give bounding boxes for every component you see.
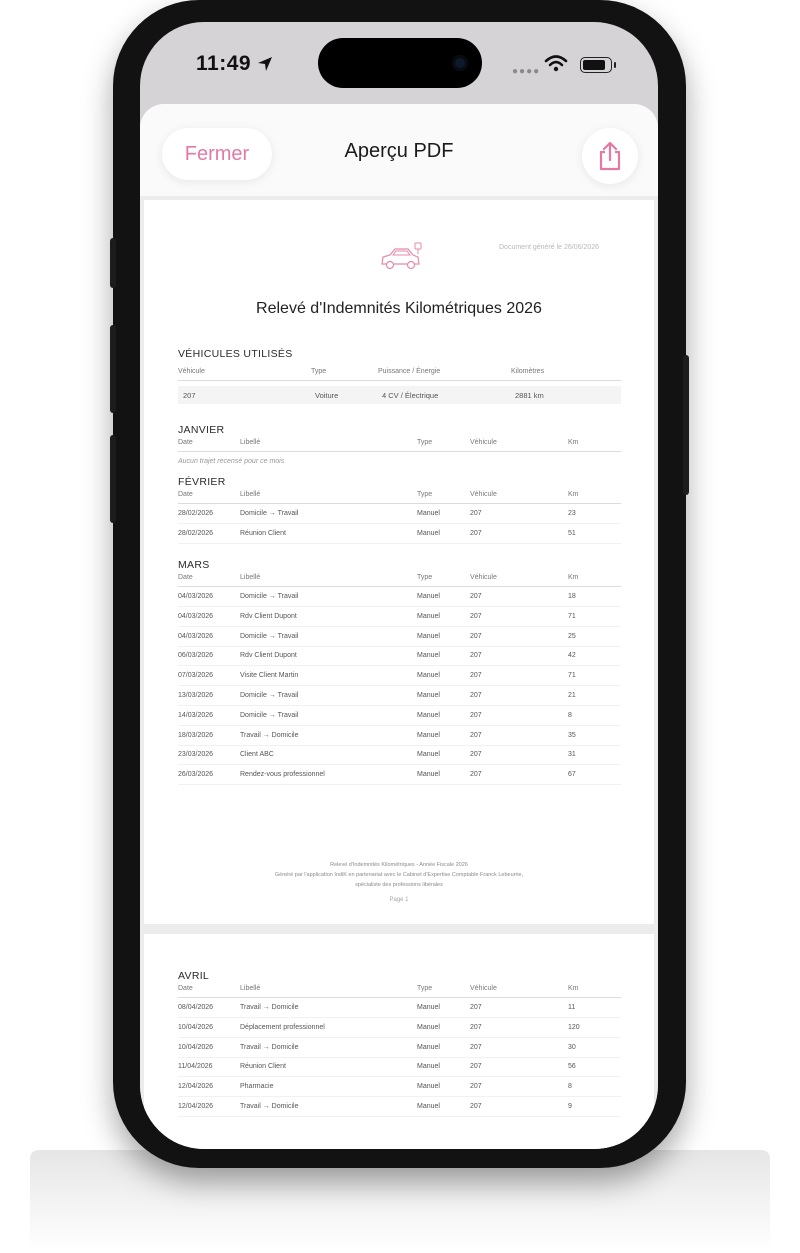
page-number: Page 1 xyxy=(389,897,409,903)
vehicle-name: 207 xyxy=(183,391,196,400)
trip-label: Rendez-vous professionnel xyxy=(240,771,325,779)
col-label: Libellé xyxy=(240,574,261,581)
trip-table-header xyxy=(178,439,621,452)
trip-km: 25 xyxy=(568,632,576,640)
trip-label: Travail → Domicile xyxy=(240,731,299,739)
preview-navbar xyxy=(140,104,658,196)
trip-date: 04/03/2026 xyxy=(178,632,214,640)
trip-type: Manuel xyxy=(417,1103,440,1110)
trip-date: 11/04/2026 xyxy=(178,1063,213,1071)
trip-type: Manuel xyxy=(417,672,440,680)
trip-km: 9 xyxy=(568,1103,572,1110)
col-label: Libellé xyxy=(240,985,261,992)
trip-type: Manuel xyxy=(417,632,440,640)
trip-label: Domicile → Travail xyxy=(240,711,299,719)
trip-vehicle: 207 xyxy=(470,652,482,660)
vehicle-power: 4 CV / Électrique xyxy=(382,391,439,400)
footer-line-1: Relevé d'Indemnités Kilométriques - Année Fiscale 2026 xyxy=(330,862,468,868)
month-heading: FÉVRIER xyxy=(178,476,226,488)
col-vehicle: Véhicule xyxy=(178,368,205,375)
trip-km: 23 xyxy=(568,510,576,517)
trip-label: Domicile → Travail xyxy=(240,510,299,517)
col-km: Km xyxy=(568,439,579,446)
pdf-preview-sheet xyxy=(140,104,658,1149)
col-km: Km xyxy=(568,491,579,498)
trip-label: Déplacement professionnel xyxy=(240,1023,325,1031)
trip-label: Domicile → Travail xyxy=(240,692,299,699)
trip-label: Réunion Client xyxy=(240,1063,286,1071)
table-row xyxy=(178,726,621,746)
trip-date: 12/04/2026 xyxy=(178,1083,214,1091)
trip-table-header xyxy=(178,985,621,998)
month-heading: JANVIER xyxy=(178,424,225,436)
col-date: Date xyxy=(178,985,193,992)
wifi-icon xyxy=(544,54,568,72)
trip-km: 11 xyxy=(568,1004,576,1011)
col-vehicle: Véhicule xyxy=(470,574,497,581)
trip-date: 04/03/2026 xyxy=(178,593,214,600)
month-heading: AVRIL xyxy=(178,970,210,982)
trip-type: Manuel xyxy=(417,652,440,660)
trip-vehicle: 207 xyxy=(470,510,482,517)
trip-vehicle: 207 xyxy=(470,529,482,537)
dynamic-island xyxy=(318,38,482,88)
trip-date: 08/04/2026 xyxy=(178,1004,214,1011)
footer-line-2: Généré par l'application IndiK en partenariat avec le Cabinet d'Expertise Comptable Franck Lebeurrie, xyxy=(274,872,524,878)
vehicles-heading: VÉHICULES UTILISÉS xyxy=(178,348,293,360)
table-row xyxy=(178,627,621,647)
trip-type: Manuel xyxy=(417,711,440,719)
trip-date: 04/03/2026 xyxy=(178,612,214,620)
share-button[interactable] xyxy=(582,128,638,184)
trip-vehicle: 207 xyxy=(470,711,482,719)
trip-date: 18/03/2026 xyxy=(178,731,214,739)
document-title: Relevé d'Indemnités Kilométriques 2026 xyxy=(256,300,542,317)
status-time: 11:49 xyxy=(196,52,252,75)
trip-date: 10/04/2026 xyxy=(178,1023,214,1031)
trip-date: 13/03/2026 xyxy=(178,692,214,699)
col-type: Type xyxy=(417,574,433,581)
trip-label: Domicile → Travail xyxy=(240,632,299,640)
trip-date: 28/02/2026 xyxy=(178,510,214,517)
share-icon xyxy=(595,140,625,172)
document-footer xyxy=(144,860,654,890)
trip-vehicle: 207 xyxy=(470,1004,482,1011)
vehicle-type: Voiture xyxy=(315,391,339,400)
trip-type: Manuel xyxy=(417,1043,440,1051)
table-row xyxy=(178,1077,621,1097)
trip-vehicle: 207 xyxy=(470,771,482,779)
table-row xyxy=(178,587,621,607)
col-date: Date xyxy=(178,491,193,498)
trip-vehicle: 207 xyxy=(470,1063,482,1071)
trip-km: 42 xyxy=(568,652,576,660)
trip-vehicle: 207 xyxy=(470,1103,482,1110)
trip-date: 23/03/2026 xyxy=(178,751,214,759)
vehicles-table-header xyxy=(178,368,621,381)
trip-km: 71 xyxy=(568,612,576,620)
trip-km: 8 xyxy=(568,1083,572,1091)
trip-vehicle: 207 xyxy=(470,1083,482,1091)
table-row xyxy=(178,1038,621,1058)
trip-km: 18 xyxy=(568,593,576,600)
trip-vehicle: 207 xyxy=(470,751,482,759)
trip-km: 56 xyxy=(568,1063,576,1071)
table-row xyxy=(178,1018,621,1038)
trip-date: 07/03/2026 xyxy=(178,672,214,680)
side-button xyxy=(683,355,689,495)
trip-km: 30 xyxy=(568,1043,576,1051)
table-row xyxy=(178,686,621,706)
volume-down-button xyxy=(110,435,116,523)
trip-vehicle: 207 xyxy=(470,731,482,739)
close-button[interactable]: Fermer xyxy=(162,128,272,180)
col-date: Date xyxy=(178,439,193,446)
month-heading: MARS xyxy=(178,559,210,571)
trip-label: Travail → Domicile xyxy=(240,1043,299,1051)
trip-km: 8 xyxy=(568,711,572,719)
trip-label: Visite Client Martin xyxy=(240,672,299,680)
generated-date: Document généré le 26/06/2026 xyxy=(499,244,600,251)
col-km: Kilomètres xyxy=(511,368,545,375)
col-label: Libellé xyxy=(240,491,261,498)
trip-type: Manuel xyxy=(417,731,440,739)
phone-screen xyxy=(140,22,658,1149)
trip-vehicle: 207 xyxy=(470,672,482,680)
trip-date: 28/02/2026 xyxy=(178,529,214,537)
vehicle-km: 2881 km xyxy=(515,391,544,400)
table-row xyxy=(178,765,621,785)
trip-label: Domicile → Travail xyxy=(240,593,299,600)
trip-type: Manuel xyxy=(417,751,440,759)
trip-label: Client ABC xyxy=(240,751,274,759)
table-row xyxy=(178,706,621,726)
trip-km: 120 xyxy=(568,1023,580,1031)
trip-type: Manuel xyxy=(417,593,440,600)
trip-vehicle: 207 xyxy=(470,692,482,699)
trip-label: Rdv Client Dupont xyxy=(240,652,297,660)
signal-dots-icon: ●●●● xyxy=(512,66,541,77)
trip-type: Manuel xyxy=(417,692,440,699)
table-row xyxy=(178,646,621,666)
trip-label: Réunion Client xyxy=(240,529,286,537)
car-icon xyxy=(378,240,424,274)
trip-type: Manuel xyxy=(417,771,440,779)
trip-km: 51 xyxy=(568,529,576,537)
trip-km: 71 xyxy=(568,672,576,680)
trip-type: Manuel xyxy=(417,1063,440,1071)
action-button xyxy=(110,238,116,288)
trip-date: 26/03/2026 xyxy=(178,771,214,779)
col-km: Km xyxy=(568,985,579,992)
col-vehicle: Véhicule xyxy=(470,439,497,446)
page-title: Aperçu PDF xyxy=(344,140,454,162)
table-row xyxy=(178,745,621,765)
trip-vehicle: 207 xyxy=(470,612,482,620)
pdf-page-2[interactable] xyxy=(144,934,654,1149)
trip-km: 67 xyxy=(568,771,576,779)
table-row xyxy=(178,998,621,1018)
trip-type: Manuel xyxy=(417,510,440,517)
trip-km: 21 xyxy=(568,692,576,699)
trip-label: Travail → Domicile xyxy=(240,1004,299,1011)
trip-date: 06/03/2026 xyxy=(178,652,214,660)
col-vehicle: Véhicule xyxy=(470,491,497,498)
col-type: Type xyxy=(417,491,433,498)
trip-type: Manuel xyxy=(417,529,440,537)
table-row xyxy=(178,1097,621,1117)
trip-vehicle: 207 xyxy=(470,593,482,600)
table-row xyxy=(178,666,621,686)
col-type: Type xyxy=(417,439,433,446)
trip-vehicle: 207 xyxy=(470,1043,482,1051)
vehicle-row xyxy=(178,386,621,404)
trip-type: Manuel xyxy=(417,1083,440,1091)
status-bar xyxy=(140,22,658,106)
col-vehicle: Véhicule xyxy=(470,985,497,992)
trip-date: 12/04/2026 xyxy=(178,1103,214,1110)
battery-icon xyxy=(580,57,612,73)
empty-month-note: Aucun trajet recensé pour ce mois xyxy=(178,458,285,465)
trip-label: Travail → Domicile xyxy=(240,1103,299,1110)
col-label: Libellé xyxy=(240,439,261,446)
trip-km: 35 xyxy=(568,731,576,739)
trip-date: 10/04/2026 xyxy=(178,1043,214,1051)
pdf-page-1[interactable] xyxy=(144,200,654,924)
col-power: Puissance / Énergie xyxy=(378,368,441,375)
trip-type: Manuel xyxy=(417,1004,440,1011)
table-row xyxy=(178,607,621,627)
col-type: Type xyxy=(311,368,327,375)
table-row xyxy=(178,504,621,524)
trip-table-header xyxy=(178,491,621,504)
camera-icon xyxy=(452,55,468,71)
trip-type: Manuel xyxy=(417,1023,440,1031)
trip-date: 14/03/2026 xyxy=(178,711,214,719)
trip-vehicle: 207 xyxy=(470,1023,482,1031)
col-km: Km xyxy=(568,574,579,581)
trip-table-header xyxy=(178,574,621,587)
table-row xyxy=(178,1057,621,1077)
trip-vehicle: 207 xyxy=(470,632,482,640)
footer-line-3: spécialiste des professions libérales xyxy=(355,882,443,888)
table-row xyxy=(178,524,621,544)
trip-label: Pharmacie xyxy=(240,1083,274,1091)
volume-up-button xyxy=(110,325,116,413)
trip-label: Rdv Client Dupont xyxy=(240,612,297,620)
trip-km: 31 xyxy=(568,751,576,759)
trip-type: Manuel xyxy=(417,612,440,620)
col-type: Type xyxy=(417,985,433,992)
col-date: Date xyxy=(178,574,193,581)
location-arrow-icon xyxy=(257,56,273,72)
